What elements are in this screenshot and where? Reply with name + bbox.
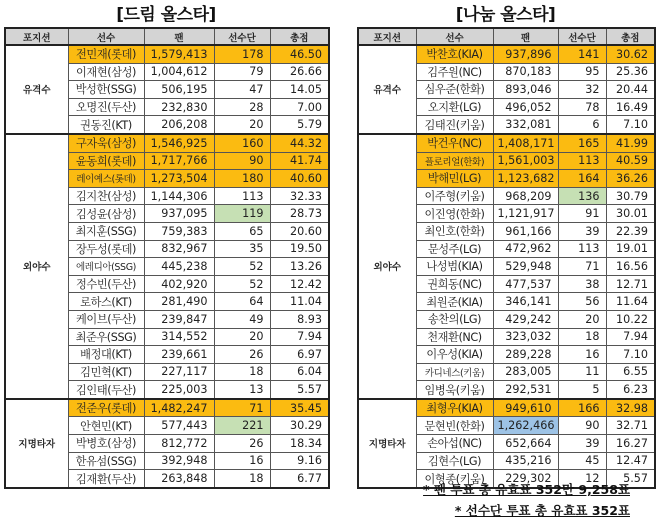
- fan-votes-cell: 893,046: [493, 81, 558, 99]
- total-score-cell: 20.44: [606, 81, 655, 99]
- player-name-cell: 로하스(KT): [68, 293, 144, 311]
- table-header-row: [5, 28, 329, 45]
- player-votes-cell: 56: [558, 293, 606, 311]
- player-name-cell: 권동진(KT): [68, 116, 144, 134]
- col-header-players-vote: 선수단: [558, 28, 606, 45]
- player-name-cell: 이우성(KIA): [416, 346, 493, 364]
- player-votes-cell: 160: [214, 134, 270, 152]
- player-votes-cell: 26: [214, 346, 270, 364]
- table-header-row: [358, 28, 655, 45]
- player-name-cell: 배정대(KT): [68, 346, 144, 364]
- player-name-cell: 김태진(키움): [416, 116, 493, 134]
- total-score-cell: 36.26: [606, 170, 655, 188]
- player-name-cell: 레이예스(롯데): [68, 170, 144, 188]
- player-votes-cell: 49: [214, 310, 270, 328]
- col-header-player: 선수: [68, 28, 144, 45]
- total-score-cell: 6.77: [270, 470, 329, 488]
- table-row: [5, 45, 329, 63]
- fan-votes-cell: 652,664: [493, 435, 558, 453]
- player-name-cell: 송찬의(LG): [416, 310, 493, 328]
- player-votes-cell: 95: [558, 63, 606, 81]
- player-name-cell: 안현민(KT): [68, 417, 144, 435]
- player-name-cell: 플로리얼(한화): [416, 152, 493, 170]
- col-header-players-vote: 선수단: [214, 28, 270, 45]
- player-name-cell: 최형우(KIA): [416, 399, 493, 417]
- player-name-cell: 장두성(롯데): [68, 240, 144, 258]
- player-votes-cell: 39: [558, 222, 606, 240]
- total-score-cell: 7.94: [270, 328, 329, 346]
- total-score-cell: 12.47: [606, 452, 655, 470]
- player-votes-cell: 18: [558, 328, 606, 346]
- total-score-cell: 6.04: [270, 363, 329, 381]
- fan-votes-cell: 961,166: [493, 222, 558, 240]
- player-votes-cell: 78: [558, 98, 606, 116]
- fan-votes-cell: 1,579,413: [144, 45, 214, 63]
- total-score-cell: 16.27: [606, 435, 655, 453]
- player-votes-cell: 39: [558, 435, 606, 453]
- player-name-cell: 이주형(키움): [416, 187, 493, 205]
- fan-votes-cell: 1,561,003: [493, 152, 558, 170]
- col-header-position: 포지션: [5, 28, 68, 45]
- fan-votes-cell: 1,273,504: [144, 170, 214, 188]
- total-score-cell: 40.60: [270, 170, 329, 188]
- fan-votes-cell: 1,144,306: [144, 187, 214, 205]
- total-score-cell: 5.79: [270, 116, 329, 134]
- player-name-cell: 오명진(두산): [68, 98, 144, 116]
- player-name-cell: 박성한(SSG): [68, 81, 144, 99]
- player-votes-cell: 178: [214, 45, 270, 63]
- player-votes-cell: 90: [558, 417, 606, 435]
- table-row: [5, 134, 329, 152]
- fan-votes-cell: 759,383: [144, 222, 214, 240]
- total-score-cell: 5.57: [270, 381, 329, 399]
- fan-votes-cell: 283,005: [493, 363, 558, 381]
- player-name-cell: 윤동희(롯데): [68, 152, 144, 170]
- player-votes-cell: 5: [558, 381, 606, 399]
- total-score-cell: 44.32: [270, 134, 329, 152]
- fan-votes-cell: 1,121,917: [493, 205, 558, 223]
- player-name-cell: 문성주(LG): [416, 240, 493, 258]
- total-score-cell: 40.59: [606, 152, 655, 170]
- player-votes-cell: 16: [214, 452, 270, 470]
- player-votes-cell: 119: [214, 205, 270, 223]
- position-group: [5, 399, 329, 488]
- fan-votes-cell: 1,408,171: [493, 134, 558, 152]
- position-group: [5, 134, 329, 399]
- nanum-allstar-panel: [357, 0, 654, 489]
- fan-votes-cell: 529,948: [493, 258, 558, 276]
- player-votes-cell: 20: [214, 116, 270, 134]
- player-votes-cell: 20: [214, 328, 270, 346]
- player-votes-cell: 221: [214, 417, 270, 435]
- fan-votes-cell: 937,095: [144, 205, 214, 223]
- fan-votes-cell: 206,208: [144, 116, 214, 134]
- total-score-cell: 8.93: [270, 310, 329, 328]
- total-score-cell: 7.10: [606, 346, 655, 364]
- fan-votes-cell: 239,661: [144, 346, 214, 364]
- col-header-fan: 팬: [493, 28, 558, 45]
- fan-votes-cell: 1,482,247: [144, 399, 214, 417]
- player-votes-cell: 113: [558, 152, 606, 170]
- fan-votes-cell: 949,610: [493, 399, 558, 417]
- fan-votes-cell: 225,003: [144, 381, 214, 399]
- total-score-cell: 13.26: [270, 258, 329, 276]
- player-name-cell: 최지훈(SSG): [68, 222, 144, 240]
- player-votes-cell: 35: [214, 240, 270, 258]
- total-score-cell: 19.50: [270, 240, 329, 258]
- player-votes-cell: 18: [214, 363, 270, 381]
- total-score-cell: 11.04: [270, 293, 329, 311]
- total-score-cell: 5.57: [606, 470, 655, 488]
- fan-votes-cell: 323,032: [493, 328, 558, 346]
- fan-votes-cell: 1,004,612: [144, 63, 214, 81]
- player-votes-cell: 90: [214, 152, 270, 170]
- player-votes-cell: 71: [558, 258, 606, 276]
- fan-votes-cell: 239,847: [144, 310, 214, 328]
- player-name-cell: 김지찬(삼성): [68, 187, 144, 205]
- fan-votes-cell: 577,443: [144, 417, 214, 435]
- fan-votes-cell: 281,490: [144, 293, 214, 311]
- position-cell: 유격수: [5, 45, 68, 134]
- total-score-cell: 30.29: [270, 417, 329, 435]
- player-votes-cell: 12: [558, 470, 606, 488]
- player-name-cell: 이진영(한화): [416, 205, 493, 223]
- fan-votes-cell: 289,228: [493, 346, 558, 364]
- player-name-cell: 정수빈(두산): [68, 275, 144, 293]
- total-score-cell: 7.94: [606, 328, 655, 346]
- fan-votes-cell: 1,546,925: [144, 134, 214, 152]
- total-score-cell: 14.05: [270, 81, 329, 99]
- total-score-cell: 28.73: [270, 205, 329, 223]
- fan-votes-cell: 346,141: [493, 293, 558, 311]
- player-votes-cell: 38: [558, 275, 606, 293]
- total-score-cell: 32.98: [606, 399, 655, 417]
- player-votes-cell: 11: [558, 363, 606, 381]
- total-score-cell: 16.49: [606, 98, 655, 116]
- fan-votes-cell: 292,531: [493, 381, 558, 399]
- player-votes-cell: 165: [558, 134, 606, 152]
- fan-votes-cell: 1,717,766: [144, 152, 214, 170]
- total-score-cell: 41.99: [606, 134, 655, 152]
- player-votes-cell: 164: [558, 170, 606, 188]
- fan-votes-cell: 232,830: [144, 98, 214, 116]
- player-name-cell: 심우준(한화): [416, 81, 493, 99]
- position-group: [358, 134, 655, 399]
- total-score-cell: 18.34: [270, 435, 329, 453]
- total-score-cell: 7.10: [606, 116, 655, 134]
- position-cell: 지명타자: [358, 399, 416, 488]
- player-name-cell: 한유섬(SSG): [68, 452, 144, 470]
- player-vote-total-note: * 선수단 투표 총 유효표 352표: [454, 503, 630, 518]
- table-row: [358, 45, 655, 63]
- total-score-cell: 6.97: [270, 346, 329, 364]
- total-score-cell: 9.16: [270, 452, 329, 470]
- player-name-cell: 김재환(두산): [68, 470, 144, 488]
- nanum-allstar-title: [나눔 올스타]: [455, 5, 556, 25]
- nanum-allstar-table: [357, 27, 656, 489]
- table-row: [5, 399, 329, 417]
- player-name-cell: 카디네스(키움): [416, 363, 493, 381]
- col-header-player: 선수: [416, 28, 493, 45]
- total-score-cell: 25.36: [606, 63, 655, 81]
- fan-votes-cell: 968,209: [493, 187, 558, 205]
- position-group: [5, 45, 329, 134]
- total-score-cell: 32.71: [606, 417, 655, 435]
- dream-allstar-panel: [4, 0, 328, 489]
- player-name-cell: 박건우(NC): [416, 134, 493, 152]
- player-name-cell: 에레디아(SSG): [68, 258, 144, 276]
- player-name-cell: 권희동(NC): [416, 275, 493, 293]
- player-votes-cell: 6: [558, 116, 606, 134]
- player-votes-cell: 79: [214, 63, 270, 81]
- fan-votes-cell: 1,123,682: [493, 170, 558, 188]
- fan-votes-cell: 392,948: [144, 452, 214, 470]
- player-name-cell: 박찬호(KIA): [416, 45, 493, 63]
- player-name-cell: 나성범(KIA): [416, 258, 493, 276]
- player-name-cell: 전민재(롯데): [68, 45, 144, 63]
- player-votes-cell: 180: [214, 170, 270, 188]
- total-score-cell: 7.00: [270, 98, 329, 116]
- fan-votes-cell: 812,772: [144, 435, 214, 453]
- player-votes-cell: 65: [214, 222, 270, 240]
- table-row: [358, 134, 655, 152]
- total-score-cell: 10.22: [606, 310, 655, 328]
- dream-allstar-table: [4, 27, 330, 489]
- player-votes-cell: 32: [558, 81, 606, 99]
- player-name-cell: 오지환(LG): [416, 98, 493, 116]
- player-votes-cell: 52: [214, 258, 270, 276]
- player-votes-cell: 136: [558, 187, 606, 205]
- total-score-cell: 6.23: [606, 381, 655, 399]
- total-score-cell: 30.62: [606, 45, 655, 63]
- fan-votes-cell: 1,262,466: [493, 417, 558, 435]
- position-cell: 유격수: [358, 45, 416, 134]
- total-score-cell: 12.71: [606, 275, 655, 293]
- player-name-cell: 구자욱(삼성): [68, 134, 144, 152]
- player-name-cell: 김성윤(삼성): [68, 205, 144, 223]
- fan-votes-cell: 472,962: [493, 240, 558, 258]
- fan-votes-cell: 937,896: [493, 45, 558, 63]
- position-cell: 외야수: [358, 134, 416, 399]
- player-name-cell: 김현수(LG): [416, 452, 493, 470]
- total-score-cell: 30.01: [606, 205, 655, 223]
- player-name-cell: 김인태(두산): [68, 381, 144, 399]
- player-name-cell: 천재환(NC): [416, 328, 493, 346]
- player-votes-cell: 113: [214, 187, 270, 205]
- player-votes-cell: 20: [558, 310, 606, 328]
- player-votes-cell: 71: [214, 399, 270, 417]
- total-score-cell: 30.79: [606, 187, 655, 205]
- fan-votes-cell: 832,967: [144, 240, 214, 258]
- player-name-cell: 김민혁(KT): [68, 363, 144, 381]
- player-name-cell: 케이브(두산): [68, 310, 144, 328]
- position-cell: 지명타자: [5, 399, 68, 488]
- fan-votes-cell: 496,052: [493, 98, 558, 116]
- total-score-cell: 6.55: [606, 363, 655, 381]
- player-name-cell: 이형종(키움): [416, 470, 493, 488]
- fan-vote-total-note: * 팬 투표 총 유효표 352만 9,258표: [423, 482, 630, 497]
- fan-votes-cell: 445,238: [144, 258, 214, 276]
- player-name-cell: 최인호(한화): [416, 222, 493, 240]
- total-score-cell: 16.56: [606, 258, 655, 276]
- dream-allstar-title: [드림 올스타]: [116, 5, 216, 25]
- player-votes-cell: 166: [558, 399, 606, 417]
- position-cell: 외야수: [5, 134, 68, 399]
- fan-votes-cell: 429,242: [493, 310, 558, 328]
- player-votes-cell: 64: [214, 293, 270, 311]
- player-name-cell: 임병욱(키움): [416, 381, 493, 399]
- player-votes-cell: 45: [558, 452, 606, 470]
- player-name-cell: 김주원(NC): [416, 63, 493, 81]
- fan-votes-cell: 870,183: [493, 63, 558, 81]
- table-row: [358, 399, 655, 417]
- player-votes-cell: 52: [214, 275, 270, 293]
- total-score-cell: 46.50: [270, 45, 329, 63]
- total-score-cell: 20.60: [270, 222, 329, 240]
- fan-votes-cell: 229,302: [493, 470, 558, 488]
- vote-notes: [423, 479, 630, 521]
- player-name-cell: 이재현(삼성): [68, 63, 144, 81]
- player-votes-cell: 28: [214, 98, 270, 116]
- player-name-cell: 박병호(삼성): [68, 435, 144, 453]
- total-score-cell: 12.42: [270, 275, 329, 293]
- player-name-cell: 손아섭(NC): [416, 435, 493, 453]
- fan-votes-cell: 227,117: [144, 363, 214, 381]
- fan-votes-cell: 314,552: [144, 328, 214, 346]
- total-score-cell: 41.74: [270, 152, 329, 170]
- player-votes-cell: 113: [558, 240, 606, 258]
- total-score-cell: 35.45: [270, 399, 329, 417]
- total-score-cell: 22.39: [606, 222, 655, 240]
- position-group: [358, 45, 655, 134]
- player-votes-cell: 16: [558, 346, 606, 364]
- player-votes-cell: 26: [214, 435, 270, 453]
- total-score-cell: 19.01: [606, 240, 655, 258]
- col-header-position: 포지션: [358, 28, 416, 45]
- player-votes-cell: 13: [214, 381, 270, 399]
- fan-votes-cell: 263,848: [144, 470, 214, 488]
- fan-votes-cell: 435,216: [493, 452, 558, 470]
- col-header-fan: 팬: [144, 28, 214, 45]
- total-score-cell: 32.33: [270, 187, 329, 205]
- player-name-cell: 박해민(LG): [416, 170, 493, 188]
- player-votes-cell: 91: [558, 205, 606, 223]
- fan-votes-cell: 332,081: [493, 116, 558, 134]
- position-group: [358, 399, 655, 488]
- fan-votes-cell: 477,537: [493, 275, 558, 293]
- player-votes-cell: 47: [214, 81, 270, 99]
- fan-votes-cell: 402,920: [144, 275, 214, 293]
- col-header-total: 총점: [270, 28, 329, 45]
- total-score-cell: 26.66: [270, 63, 329, 81]
- player-name-cell: 문현빈(한화): [416, 417, 493, 435]
- total-score-cell: 11.64: [606, 293, 655, 311]
- player-votes-cell: 18: [214, 470, 270, 488]
- player-name-cell: 전준우(롯데): [68, 399, 144, 417]
- player-votes-cell: 141: [558, 45, 606, 63]
- player-name-cell: 최준우(SSG): [68, 328, 144, 346]
- fan-votes-cell: 506,195: [144, 81, 214, 99]
- col-header-total: 총점: [606, 28, 655, 45]
- player-name-cell: 최원준(KIA): [416, 293, 493, 311]
